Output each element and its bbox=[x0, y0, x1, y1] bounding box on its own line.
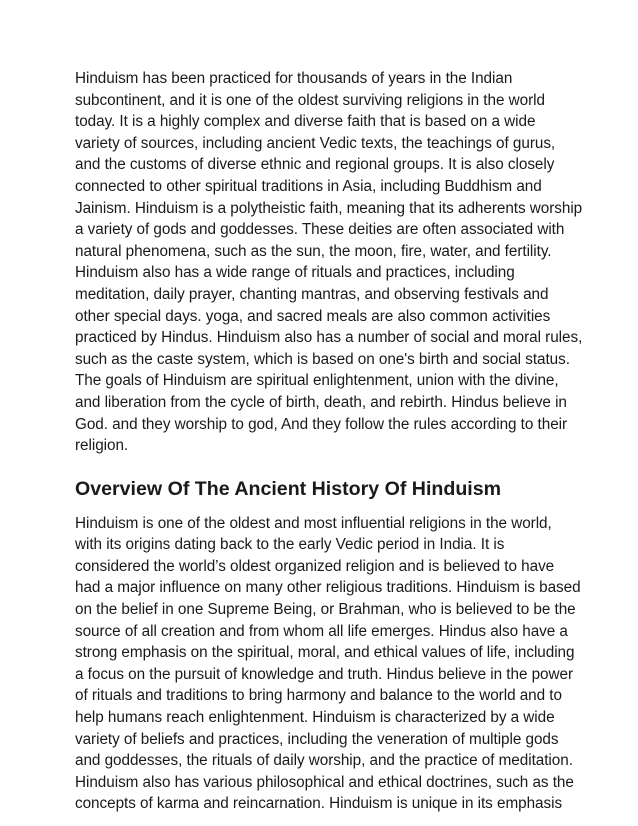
text-line: today. It is a highly complex and diverse faith that is based on a wide bbox=[75, 113, 536, 131]
document-page bbox=[75, 68, 583, 815]
text-line: considered the world’s oldest organized religion and is believed to have bbox=[75, 557, 555, 575]
text-line: other special days. yoga, and sacred meals are also common activities bbox=[75, 307, 551, 325]
text-line: a focus on the pursuit of knowledge and truth. Hindus believe in the power bbox=[75, 665, 574, 683]
text-line: Hinduism is one of the oldest and most influential religions in the world, bbox=[75, 514, 552, 532]
text-line: strong emphasis on the spiritual, moral, and ethical values of life, including bbox=[75, 644, 575, 662]
text-line: a variety of gods and goddesses. These deities are often associated with bbox=[75, 221, 565, 239]
section-paragraph bbox=[75, 513, 581, 815]
text-line: concepts of karma and reincarnation. Hinduism is unique in its emphasis bbox=[75, 795, 563, 813]
text-line: on the belief in one Supreme Being, or Brahman, who is believed to be the bbox=[75, 601, 576, 619]
text-line: and goddesses, the rituals of daily worship, and the practice of meditation. bbox=[75, 752, 573, 770]
text-line: subcontinent, and it is one of the oldest surviving religions in the world bbox=[75, 91, 545, 109]
text-line: help humans reach enlightenment. Hinduism is characterized by a wide bbox=[75, 709, 555, 727]
text-line: variety of beliefs and practices, including the veneration of multiple gods bbox=[75, 730, 559, 748]
text-line: Hinduism has been practiced for thousands of years in the Indian bbox=[75, 70, 513, 87]
text-line: variety of sources, including ancient Vedic texts, the teachings of gurus, bbox=[75, 134, 556, 152]
text-line: practiced by Hindus. Hinduism also has a number of social and moral rules, bbox=[75, 329, 583, 347]
text-line: of rituals and traditions to bring harmony and balance to the world and to bbox=[75, 687, 562, 705]
text-line: and liberation from the cycle of birth, death, and rebirth. Hindus believe in bbox=[75, 393, 567, 411]
text-line: had a major influence on many other religious traditions. Hinduism is based bbox=[75, 579, 581, 597]
text-line: God. and they worship to god, And they follow the rules according to their bbox=[75, 415, 568, 433]
text-line: with its origins dating back to the early Vedic period in India. It is bbox=[75, 536, 505, 554]
text-line: such as the caste system, which is based on one's birth and social status. bbox=[75, 350, 570, 368]
text-line: Hinduism also has a wide range of rituals and practices, including bbox=[75, 264, 515, 282]
text-line: The goals of Hinduism are spiritual enlightenment, union with the divine, bbox=[75, 372, 559, 390]
section-heading: Overview Of The Ancient History Of Hinduism bbox=[75, 477, 502, 500]
text-line: Hinduism also has various philosophical and ethical doctrines, such as the bbox=[75, 773, 574, 791]
text-line: religion. bbox=[75, 437, 129, 455]
text-line: Jainism. Hinduism is a polytheistic faith, meaning that its adherents worship bbox=[75, 199, 583, 217]
text-line: connected to other spiritual traditions in Asia, including Buddhism and bbox=[75, 177, 542, 195]
text-line: and the customs of diverse ethnic and regional groups. It is also closely bbox=[75, 156, 555, 174]
text-line: meditation, daily prayer, chanting mantras, and observing festivals and bbox=[75, 285, 549, 303]
intro-paragraph bbox=[75, 68, 583, 457]
text-line: natural phenomena, such as the sun, the moon, fire, water, and fertility. bbox=[75, 242, 552, 260]
text-line: source of all creation and from whom all life emerges. Hindus also have a bbox=[75, 622, 568, 640]
